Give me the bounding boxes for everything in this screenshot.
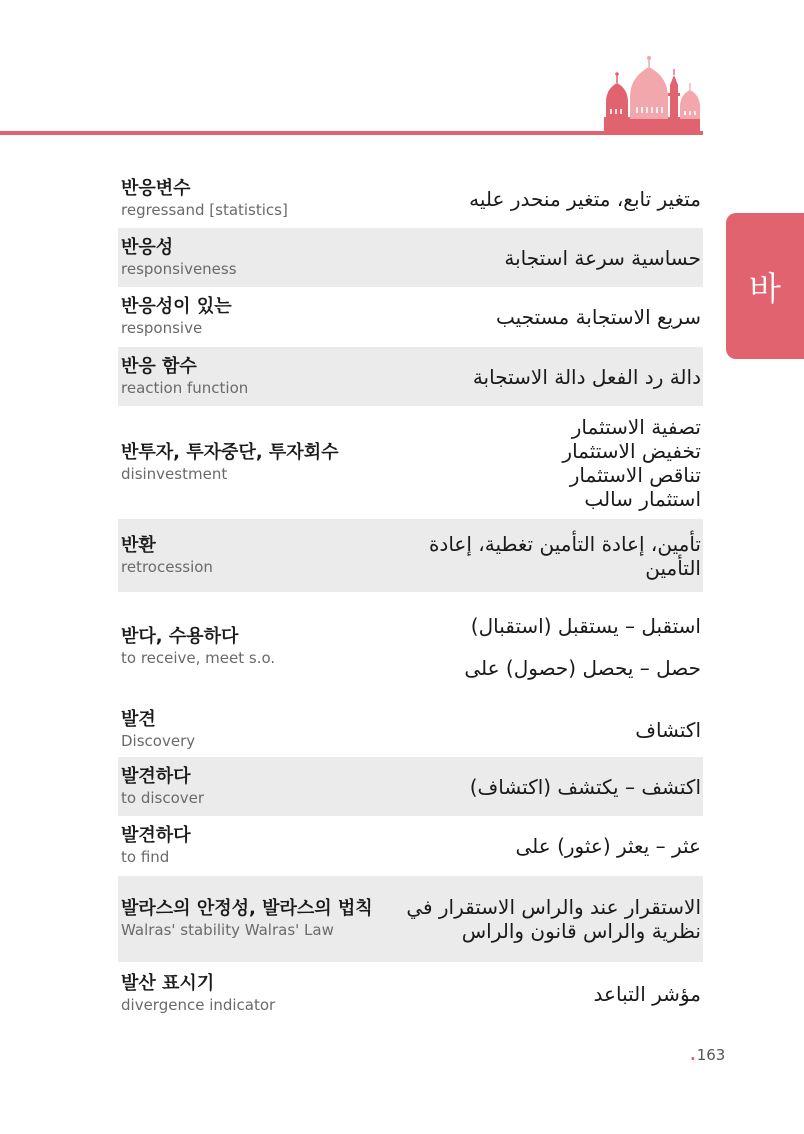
glossary-entry xyxy=(118,287,703,347)
korean-term: 반응변수 xyxy=(121,178,191,199)
korean-term: 발산 표시기 xyxy=(121,973,215,994)
mosque-illustration-icon xyxy=(600,55,704,133)
english-term: responsiveness xyxy=(121,259,237,278)
english-term: reaction function xyxy=(121,378,249,397)
korean-term: 반환 xyxy=(121,534,156,556)
glossary-entry xyxy=(118,816,703,876)
english-term: to discover xyxy=(121,788,205,807)
arabic-term: الاستقرار عند والراس الاستقرار في نظرية والراس قانون والراس xyxy=(406,895,701,943)
korean-term: 받다, 수용하다 xyxy=(121,626,239,647)
glossary-entry xyxy=(118,962,703,1026)
english-term: disinvestment xyxy=(121,464,228,483)
section-tab xyxy=(726,213,804,359)
arabic-term: مؤشر التباعد xyxy=(593,982,701,1006)
arabic-term: تصفية الاستثمار تخفيض الاستثمار تناقص الاستثمار استثمار سالب xyxy=(562,414,701,511)
english-term: Walras' stability Walras' Law xyxy=(121,921,334,939)
korean-term: 발견 xyxy=(121,708,156,730)
arabic-term: عثر – يعثر (عثور) على xyxy=(515,834,701,858)
korean-term: 발견하다 xyxy=(121,765,191,787)
arabic-term: متغير تابع، متغير منحدر عليه xyxy=(469,187,701,211)
english-term: divergence indicator xyxy=(121,996,276,1014)
arabic-term: دالة رد الفعل دالة الاستجابة xyxy=(472,364,701,389)
glossary-entry xyxy=(118,702,703,757)
arabic-term: استقبل – يستقبل (استقبال) حصل – يحصل (حصول) على xyxy=(464,614,701,680)
korean-term: 반응성 xyxy=(121,236,174,258)
header-rule xyxy=(0,131,703,135)
glossary-entry xyxy=(118,519,703,592)
english-term: Discovery xyxy=(121,731,196,750)
arabic-term: تأمين، إعادة التأمين تغطية، إعادة التأمين xyxy=(428,531,701,580)
korean-term: 반투자, 투자중단, 투자회수 xyxy=(121,441,339,463)
arabic-term: سريع الاستجابة مستجيب xyxy=(496,305,701,329)
glossary-entry xyxy=(118,170,703,228)
korean-term: 반응성이 있는 xyxy=(121,296,232,317)
korean-term: 발라스의 안정성, 발라스의 법칙 xyxy=(121,898,373,919)
korean-term: 반응 함수 xyxy=(121,355,197,377)
glossary-entry xyxy=(118,757,703,816)
page-number: .163 xyxy=(690,1046,726,1064)
arabic-term: اكتشاف xyxy=(635,717,701,742)
glossary-entry xyxy=(118,406,703,519)
english-term: to find xyxy=(121,848,170,866)
english-term: retrocession xyxy=(121,557,213,576)
arabic-term: اكتشف – يكتشف (اكتشاف) xyxy=(469,774,701,799)
glossary-entries xyxy=(118,170,703,1026)
english-term: responsive xyxy=(121,319,203,337)
korean-term: 발견하다 xyxy=(121,825,191,846)
glossary-entry xyxy=(118,347,703,406)
glossary-entry xyxy=(118,228,703,287)
english-term: regressand [statistics] xyxy=(121,201,288,219)
arabic-term: حساسية سرعة استجابة xyxy=(504,245,701,270)
glossary-entry xyxy=(118,592,703,702)
section-tab-letter: 바 xyxy=(749,268,781,308)
glossary-entry xyxy=(118,876,703,962)
english-term: to receive, meet s.o. xyxy=(121,649,276,667)
